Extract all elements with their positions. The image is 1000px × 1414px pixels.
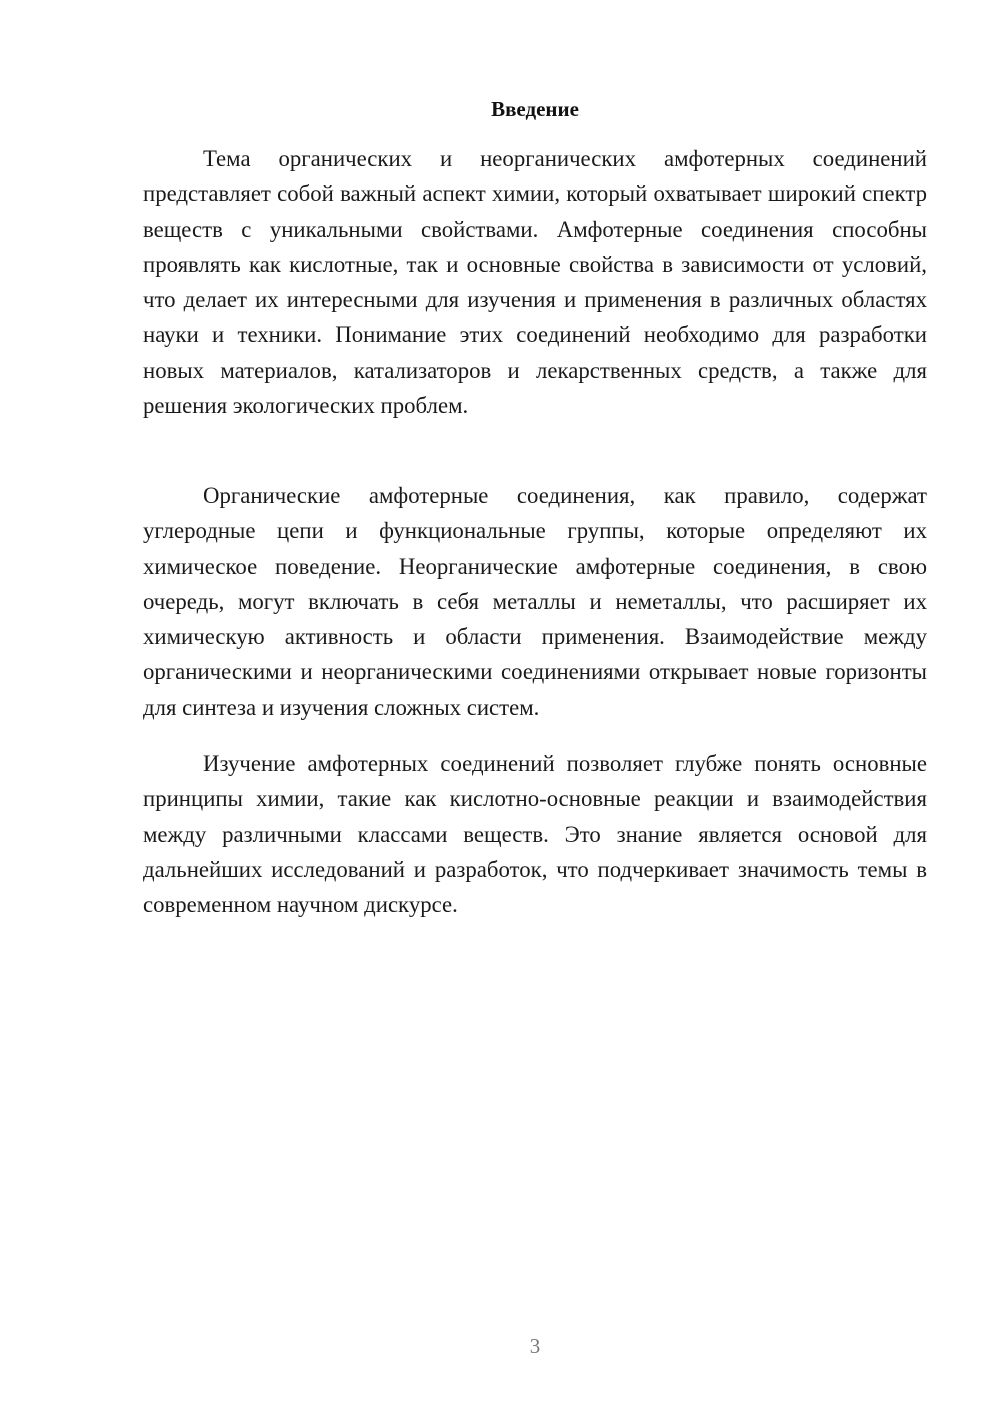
paragraph-2: Органические амфотерные соединения, как правило, содержат углеродные цепи и функциональные группы, которые определяют их химическое поведение. Неорганические амфотерные соединения, в свою очередь, могут включать в себя металлы и неметаллы, что расширяет их химическую активность и области применения. Взаимодействие между органическими и неорганическими соединениями открывает новые горизонты для синтеза и изучения сложных систем. — [143, 483, 927, 720]
paragraph-1: Тема органических и неорганических амфотерных соединений представляет собой важный аспект химии, который охватывает широкий спектр веществ с уникальными свойствами. Амфотерные соединения способны проявлять как кислотные, так и основные свойства в зависимости от условий, что делает их интересными для изучения и применения в различных областях науки и техники. Понимание этих соединений необходимо для разработки новых материалов, катализаторов и лекарственных средств, а также для решения экологических проблем. — [143, 146, 927, 419]
page-number: 3 — [529, 1334, 541, 1358]
paragraph-3: Изучение амфотерных соединений позволяет глубже понять основные принципы химии, такие как кислотно-основные реакции и взаимодействия между различными классами веществ. Это знание является основой для дальнейших исследований и разработок, что подчеркивает значимость темы в современном научном дискурсе. — [143, 751, 927, 918]
section-title: Введение — [491, 97, 579, 121]
